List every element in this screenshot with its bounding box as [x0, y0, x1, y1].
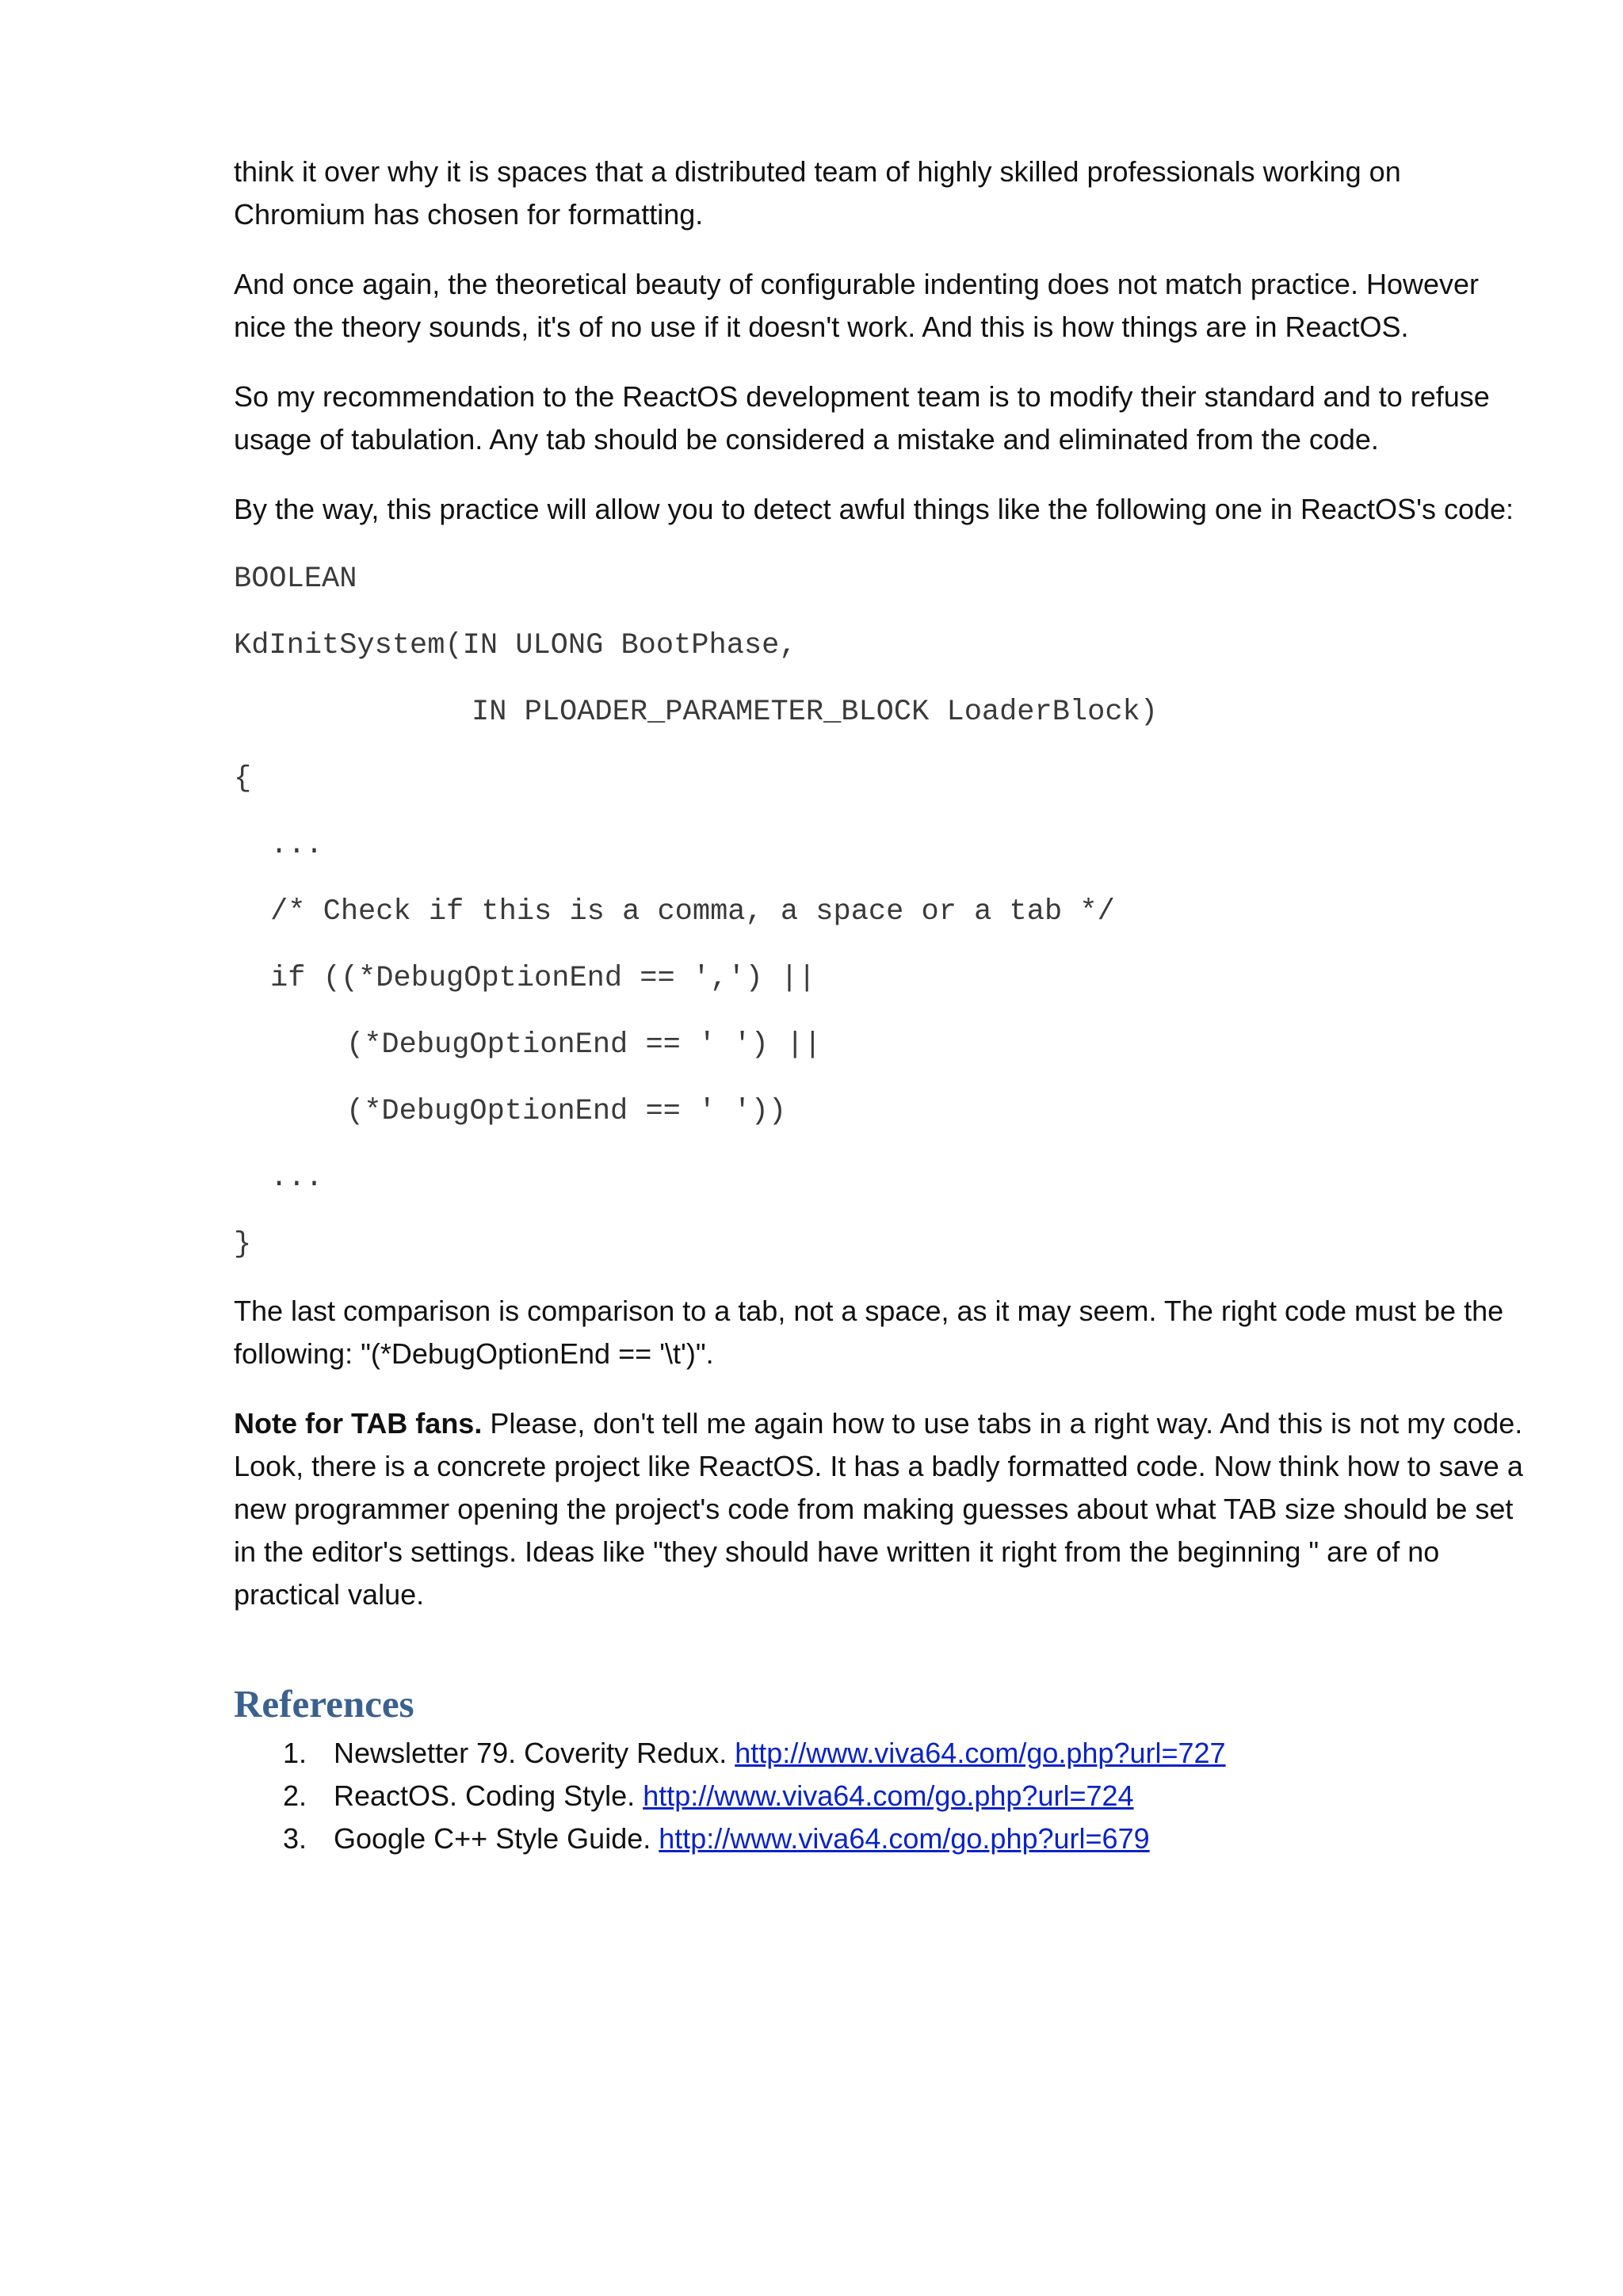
reference-text: Google C++ Style Guide.: [334, 1822, 659, 1855]
note-label: Note for TAB fans.: [234, 1407, 483, 1440]
document-page: [234, 151, 1533, 1860]
code-line: (*DebugOptionEnd == ' ') ||: [346, 1028, 822, 1062]
paragraph-recommendation: So my recommendation to the ReactOS development team is to modify their standard and to refuse usage of tabulation. Any tab should be considered a mistake and eliminated from the code.: [234, 380, 1490, 456]
reference-link[interactable]: http://www.viva64.com/go.php?url=727: [735, 1737, 1226, 1769]
paragraph-chromium: think it over why it is spaces that a distributed team of highly skilled professionals working on Chromium has chosen for formatting.: [234, 155, 1401, 231]
reference-number: 2.: [283, 1779, 307, 1812]
reference-number: 3.: [283, 1822, 307, 1855]
reference-item: [234, 1732, 1533, 1775]
references-list: [234, 1732, 1533, 1860]
code-line: KdInitSystem(IN ULONG BootPhase,: [234, 629, 797, 662]
reference-text: ReactOS. Coding Style.: [334, 1779, 643, 1812]
code-line: ...: [270, 829, 323, 862]
paragraph-by-the-way: By the way, this practice will allow you to detect awful things like the following one in ReactOS's code:: [234, 493, 1514, 525]
code-line: ...: [270, 1161, 323, 1195]
section-spacer: [234, 1643, 1533, 1680]
paragraph-note: [234, 1402, 1533, 1616]
code-line: if ((*DebugOptionEnd == ',') ||: [270, 962, 816, 995]
reference-item: [234, 1775, 1533, 1817]
reference-text: Newsletter 79. Coverity Redux.: [334, 1737, 735, 1769]
reference-item: [234, 1817, 1533, 1860]
code-line: IN PLOADER_PARAMETER_BLOCK LoaderBlock): [472, 696, 1158, 729]
reference-number: 1.: [283, 1737, 307, 1769]
paragraph-last-comparison: The last comparison is comparison to a tab, not a space, as it may seem. The right code must be the following: "(*DebugOptionEnd == '\t')".: [234, 1295, 1504, 1370]
code-line: (*DebugOptionEnd == ' ')): [346, 1095, 787, 1128]
code-line: }: [234, 1228, 252, 1261]
references-heading: References: [234, 1682, 414, 1726]
paragraph-theoretical-beauty: And once again, the theoretical beauty of configurable indenting does not match practice. However nice the theory sounds, it's of no use if it doesn't work. And this is how things are in ReactOS.: [234, 268, 1479, 343]
code-line: /* Check if this is a comma, a space or a tab */: [270, 895, 1115, 929]
code-line: {: [234, 762, 252, 795]
reference-link[interactable]: http://www.viva64.com/go.php?url=724: [643, 1779, 1134, 1812]
note-text: Please, don't tell me again how to use tabs in a right way. And this is not my code. Look, there is a concrete project like ReactOS. It has a badly formatted code. Now think how to save a new programmer opening the project's code from making guesses about what TAB size should be set in the editor's settings. Ideas like "they should have written it right from the beginning " are of no practical value.: [234, 1407, 1523, 1611]
reference-link[interactable]: http://www.viva64.com/go.php?url=679: [659, 1822, 1150, 1855]
code-line: BOOLEAN: [234, 563, 357, 596]
code-block: [234, 558, 1533, 1266]
